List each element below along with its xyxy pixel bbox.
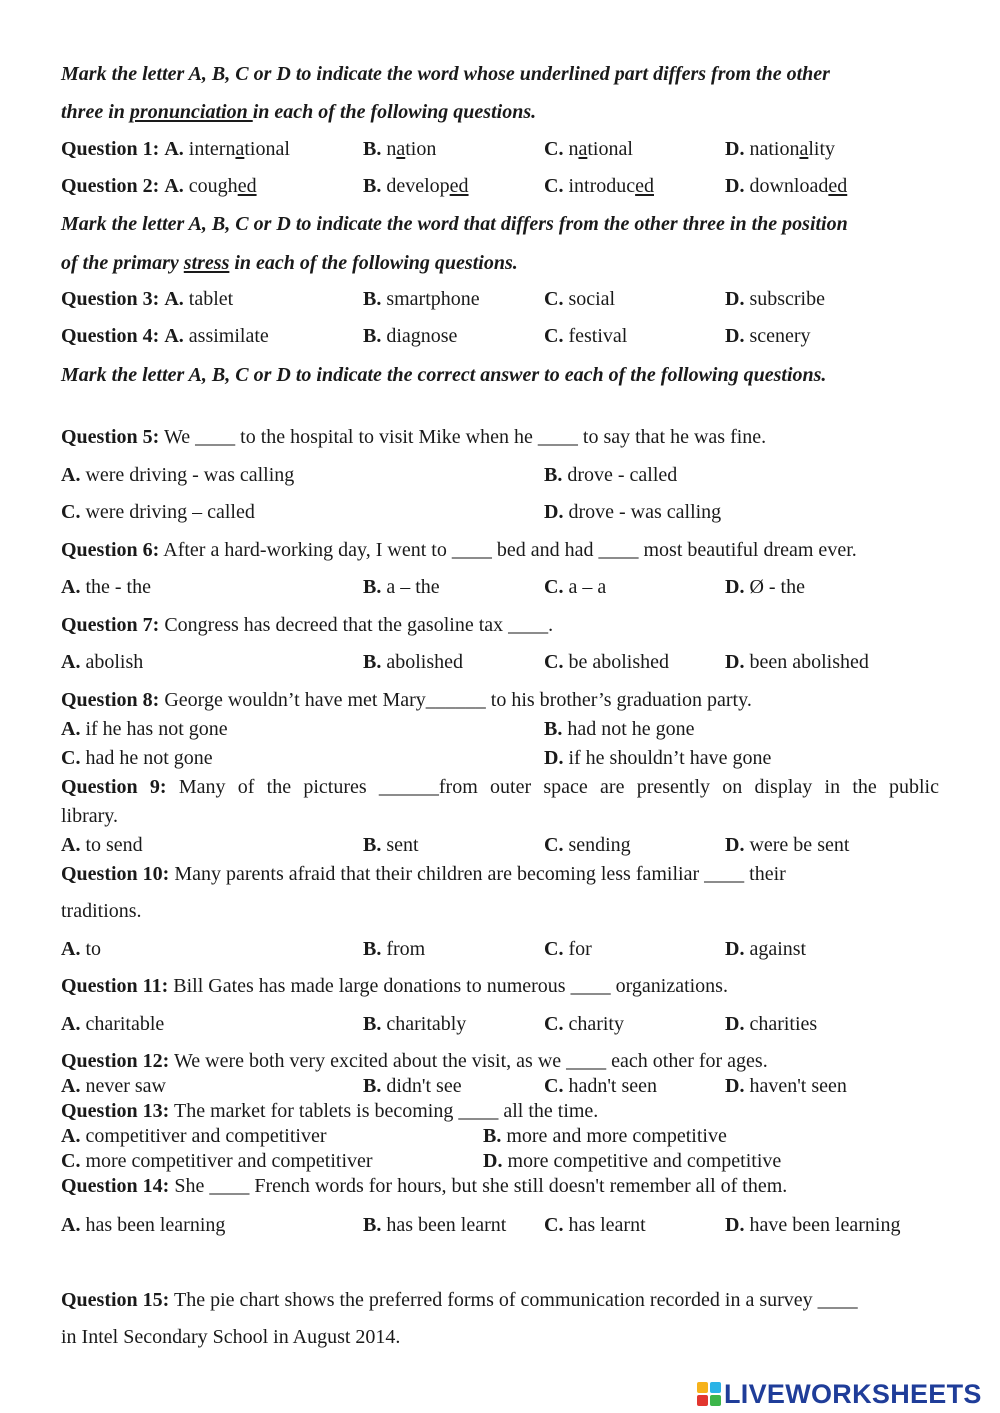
- q6-question: Question 6: After a hard-working day, I went to ____ bed and had ____ most beautiful dream ever.: [61, 539, 857, 561]
- q7-option-c: C. be abolished: [544, 651, 669, 673]
- q9-question-line1: Question 9: Many of the pictures ______from outer space are presently on display in the public: [61, 776, 939, 798]
- q10-question-line1: Question 10: Many parents afraid that their children are becoming less familiar ____ their: [61, 863, 786, 885]
- q5-option-b: B. drove - called: [544, 464, 678, 486]
- instruction-pronunciation-line2: three in pronunciation in each of the following questions.: [61, 101, 537, 123]
- q9-option-c: C. sending: [544, 834, 631, 856]
- q3-option-d: D. subscribe: [725, 288, 825, 310]
- q8-option-a: A. if he has not gone: [61, 718, 228, 740]
- q11-option-a: A. charitable: [61, 1013, 165, 1035]
- liveworksheets-logo: [697, 1380, 982, 1408]
- q2-option-d: D. downloaded: [725, 175, 848, 197]
- q13-question: Question 13: The market for tablets is becoming ____ all the time.: [61, 1100, 599, 1122]
- q6-option-d: D. Ø - the: [725, 576, 805, 598]
- q12-option-d: D. haven't seen: [725, 1075, 847, 1097]
- q8-question: Question 8: George wouldn’t have met Mary______ to his brother’s graduation party.: [61, 689, 752, 711]
- q1-option-d: D. nationality: [725, 138, 836, 160]
- q4-option-b: B. diagnose: [363, 325, 458, 347]
- q2-option-b: B. developed: [363, 175, 469, 197]
- q12-option-a: A. never saw: [61, 1075, 166, 1097]
- q12-option-c: C. hadn't seen: [544, 1075, 658, 1097]
- q5-question: Question 5: We ____ to the hospital to visit Mike when he ____ to say that he was fine.: [61, 426, 767, 448]
- q1-option-b: B. nation: [363, 138, 437, 160]
- instruction-stress-line1: Mark the letter A, B, C or D to indicate the word that differs from the other three in the position: [61, 213, 848, 235]
- instruction-pronunciation-line1: Mark the letter A, B, C or D to indicate the word whose underlined part differs from the other: [61, 63, 830, 85]
- q2-option-c: C. introduced: [544, 175, 654, 197]
- q3-option-c: C. social: [544, 288, 616, 310]
- q6-option-a: A. the - the: [61, 576, 151, 598]
- q8-option-c: C. had he not gone: [61, 747, 213, 769]
- q13-option-c: C. more competitiver and competitiver: [61, 1150, 373, 1172]
- q11-question: Question 11: Bill Gates has made large donations to numerous ____ organizations.: [61, 975, 728, 997]
- q5-option-a: A. were driving - was calling: [61, 464, 295, 486]
- q3-label-option-a: Question 3: A. tablet: [61, 288, 234, 310]
- q10-option-c: C. for: [544, 938, 592, 960]
- q6-option-c: C. a – a: [544, 576, 607, 598]
- q9-option-d: D. were be sent: [725, 834, 850, 856]
- q15-question-line2: in Intel Secondary School in August 2014.: [61, 1326, 401, 1348]
- q11-option-b: B. charitably: [363, 1013, 467, 1035]
- q13-option-d: D. more competitive and competitive: [483, 1150, 782, 1172]
- q4-option-d: D. scenery: [725, 325, 811, 347]
- q10-option-b: B. from: [363, 938, 426, 960]
- q1-option-c: C. national: [544, 138, 633, 160]
- q12-option-b: B. didn't see: [363, 1075, 462, 1097]
- q14-option-d: D. have been learning: [725, 1214, 901, 1236]
- q4-label-option-a: Question 4: A. assimilate: [61, 325, 269, 347]
- q13-option-b: B. more and more competitive: [483, 1125, 727, 1147]
- q10-option-d: D. against: [725, 938, 807, 960]
- q7-question: Question 7: Congress has decreed that the gasoline tax ____.: [61, 614, 554, 636]
- q12-question: Question 12: We were both very excited about the visit, as we ____ each other for ages.: [61, 1050, 768, 1072]
- q15-question-line1: Question 15: The pie chart shows the preferred forms of communication recorded in a survey ____: [61, 1289, 858, 1311]
- q10-question-line2: traditions.: [61, 900, 142, 922]
- q11-option-d: D. charities: [725, 1013, 818, 1035]
- instruction-stress-line2: of the primary stress in each of the following questions.: [61, 252, 518, 274]
- q1-label-option-a: Question 1: A. international: [61, 138, 290, 160]
- q7-option-d: D. been abolished: [725, 651, 869, 673]
- q8-option-d: D. if he shouldn’t have gone: [544, 747, 772, 769]
- q5-option-c: C. were driving – called: [61, 501, 255, 523]
- q14-option-a: A. has been learning: [61, 1214, 226, 1236]
- liveworksheets-logo-icon: [697, 1382, 721, 1406]
- q11-option-c: C. charity: [544, 1013, 624, 1035]
- q8-option-b: B. had not he gone: [544, 718, 695, 740]
- q6-option-b: B. a – the: [363, 576, 440, 598]
- q7-option-a: A. abolish: [61, 651, 144, 673]
- q9-option-b: B. sent: [363, 834, 419, 856]
- q14-question: Question 14: She ____ French words for hours, but she still doesn't remember all of them.: [61, 1175, 788, 1197]
- instruction-correct-answer: Mark the letter A, B, C or D to indicate the correct answer to each of the following questions.: [61, 364, 827, 386]
- q13-option-a: A. competitiver and competitiver: [61, 1125, 327, 1147]
- q3-option-b: B. smartphone: [363, 288, 480, 310]
- q14-option-c: C. has learnt: [544, 1214, 646, 1236]
- q14-option-b: B. has been learnt: [363, 1214, 507, 1236]
- q9-question-line2: library.: [61, 805, 119, 827]
- q5-option-d: D. drove - was calling: [544, 501, 722, 523]
- q7-option-b: B. abolished: [363, 651, 463, 673]
- q9-option-a: A. to send: [61, 834, 143, 856]
- liveworksheets-logo-text: LIVEWORKSHEETS: [724, 1378, 982, 1409]
- q4-option-c: C. festival: [544, 325, 628, 347]
- q2-label-option-a: Question 2: A. coughed: [61, 175, 257, 197]
- q10-option-a: A. to: [61, 938, 102, 960]
